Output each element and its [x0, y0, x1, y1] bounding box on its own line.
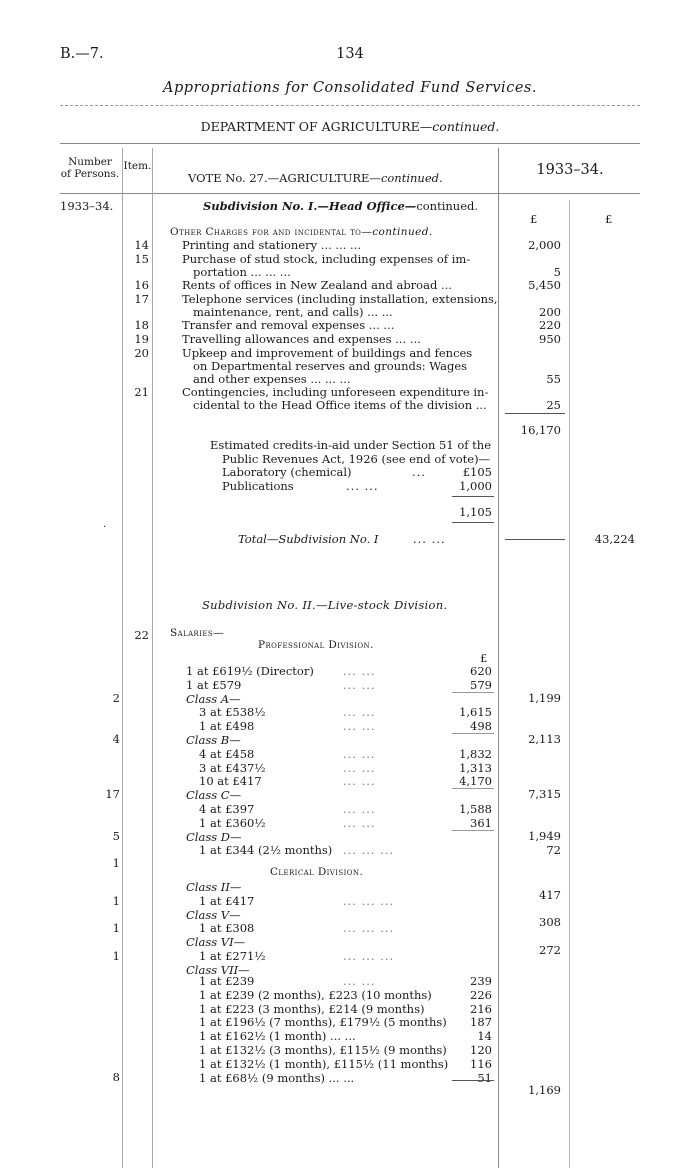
- persons-count: 17: [105, 787, 120, 802]
- rule-before-credits-total: [452, 496, 494, 497]
- salary-amount: 1,615: [459, 705, 492, 720]
- salary-line: Class D—: [186, 829, 242, 844]
- clerical-total: 272: [539, 943, 561, 957]
- clerical-line: 1 at £308: [199, 921, 255, 936]
- table-top-rule: [60, 143, 640, 144]
- document-reference: B.—7.: [60, 46, 104, 62]
- item-number: 20: [134, 346, 149, 360]
- item-description: Travelling allowances and expenses ... ...: [182, 332, 421, 346]
- salary-amount: 1,313: [459, 760, 492, 775]
- salary-dots: ... ...: [343, 746, 376, 761]
- class-7-line: 1 at £239 (2 months), £223 (10 months): [199, 987, 432, 1002]
- salary-dots: ... ...: [343, 760, 376, 775]
- salary-amount: 1,588: [459, 802, 492, 816]
- salary-dots: ... ...: [343, 677, 376, 692]
- salary-amount: 4,170: [459, 774, 492, 789]
- subdivision-2-title: Subdivision No. II.—Live-stock Division.: [202, 598, 448, 612]
- item-amount: 950: [539, 332, 561, 346]
- class-7-amount: 239: [470, 974, 492, 988]
- clerical-total: 417: [539, 887, 561, 902]
- salary-line: 1 at £360½: [199, 815, 266, 830]
- persons-count: 2: [112, 690, 120, 705]
- item-number: 19: [134, 332, 149, 346]
- clerical-dots: ... ... ...: [343, 893, 395, 908]
- class-7-rule: [452, 1080, 494, 1081]
- item-description: portation ... ... ...: [193, 265, 291, 280]
- salary-subtotal: 72: [546, 843, 561, 858]
- clerical-division-heading: Clerical Division.: [270, 866, 364, 878]
- credits-line-2: Public Revenues Act, 1926 (see end of vote)—: [222, 452, 491, 466]
- item-description: Rents of offices in New Zealand and abroad ...: [182, 278, 452, 292]
- department-title: DEPARTMENT OF AGRICULTURE—continued.: [200, 119, 500, 134]
- persons-year-label: 1933–34.: [60, 199, 114, 213]
- item-amount: 220: [539, 318, 561, 332]
- item-description: Printing and stationery ... ... ...: [182, 238, 361, 252]
- persons-count: 4: [112, 732, 120, 747]
- item-description: Upkeep and improvement of buildings and fences: [182, 346, 473, 360]
- total-column-rule: [569, 200, 570, 1168]
- rule-before-total-other: [505, 413, 565, 414]
- persons-count: 5: [112, 828, 120, 843]
- clerical-dots: ... ... ...: [343, 949, 395, 963]
- item-column-header: Item.: [123, 160, 152, 172]
- persons-column-rule: [122, 148, 123, 1168]
- class-7-total: 1,169: [528, 1083, 561, 1097]
- salary-line: 4 at £458: [199, 746, 255, 761]
- credit-label: Publications: [222, 479, 294, 493]
- item-amount: 25: [546, 398, 561, 413]
- salaries-heading: Salaries—: [170, 627, 224, 639]
- item-column-rule: [152, 148, 153, 1168]
- pound-sign-col1: £: [530, 212, 538, 226]
- credits-total: 1,105: [459, 505, 492, 519]
- class-7-line: 1 at £68½ (9 months) ... ...: [199, 1070, 355, 1085]
- header-rule: [60, 105, 640, 106]
- clerical-total: 308: [539, 915, 561, 930]
- class-7-amount: 14: [477, 1029, 492, 1044]
- salary-dots: ... ...: [343, 719, 376, 734]
- salary-dots: ... ...: [343, 815, 376, 830]
- clerical-line: 1 at £271½: [199, 949, 266, 963]
- total-dots: ... ...: [413, 532, 446, 546]
- salary-amount: 620: [470, 664, 492, 678]
- item-amount: 5,450: [528, 278, 561, 292]
- running-title: Appropriations for Consolidated Fund Services.: [163, 80, 537, 96]
- salary-line: Class B—: [186, 733, 241, 747]
- subtotal-rule: [452, 788, 494, 789]
- other-charges-heading: Other Charges for and incidental to—continued.: [170, 226, 433, 238]
- item-amount: 55: [546, 372, 561, 387]
- salary-subtotal: 1,949: [528, 828, 561, 843]
- item-number: 16: [134, 278, 149, 292]
- vote-heading: VOTE No. 27.—AGRICULTURE—continued.: [188, 171, 443, 185]
- item-number: 17: [134, 292, 149, 306]
- pound-sign-col2: £: [605, 212, 613, 226]
- credit-value: £105: [462, 465, 492, 479]
- salary-dots: ... ...: [343, 802, 376, 816]
- item-description: Transfer and removal expenses ... ...: [182, 318, 395, 332]
- salary-dots: ... ...: [343, 705, 376, 720]
- class-7-amount: 116: [470, 1056, 492, 1071]
- subtotal-rule: [452, 733, 494, 734]
- salary-line: 1 at £344 (2½ months): [199, 843, 333, 858]
- subtotal-rule: [452, 692, 494, 693]
- salary-line: 3 at £538½: [199, 705, 266, 720]
- item-description: and other expenses ... ... ...: [193, 372, 351, 387]
- class-7-amount: 226: [470, 987, 492, 1002]
- clerical-dots: ... ... ...: [343, 921, 395, 936]
- table-head-rule: [60, 193, 640, 194]
- item-description: cidental to the Head Office items of the division ...: [193, 398, 487, 413]
- class-7-line: 1 at £132½ (3 months), £115½ (9 months): [199, 1043, 447, 1057]
- salary-line: Class A—: [186, 691, 241, 706]
- persons-count: 1: [112, 949, 120, 963]
- amount-column-rule: [498, 148, 499, 1168]
- clerical-line: Class V—: [186, 907, 241, 922]
- salary-line: 1 at £579: [186, 677, 242, 692]
- salary-amount: 498: [470, 719, 492, 734]
- item-description: Purchase of stud stock, including expenses of im-: [182, 252, 471, 266]
- credit-value: 1,000: [459, 479, 492, 493]
- total-other-charges: 16,170: [520, 423, 561, 437]
- credits-line-1: Estimated credits-in-aid under Section 51 of the: [210, 438, 492, 452]
- persons-count: 1: [112, 856, 120, 871]
- class-7-amount: 216: [470, 1001, 492, 1016]
- item-number: 18: [134, 318, 149, 332]
- item-number: 14: [134, 238, 149, 252]
- salary-dots: ... ...: [343, 664, 376, 678]
- salary-line: 4 at £397: [199, 802, 255, 816]
- salary-subtotal: 7,315: [528, 787, 561, 802]
- salary-line: Class C—: [186, 788, 242, 803]
- clerical-line: 1 at £417: [199, 893, 255, 908]
- salary-dots: ... ...: [343, 774, 376, 789]
- salary-line: 1 at £498: [199, 719, 255, 734]
- class-7-dots: ... ...: [343, 974, 376, 988]
- total-subdivision-1-value: 43,224: [594, 532, 635, 546]
- salary-amount: 579: [470, 677, 492, 692]
- class-7-amount: 51: [477, 1070, 492, 1085]
- persons-column-header: Number of Persons.: [60, 156, 120, 180]
- class-7-line: 1 at £162½ (1 month) ... ...: [199, 1029, 356, 1044]
- page-number: 134: [336, 46, 364, 62]
- item-description: on Departmental reserves and grounds: Wages: [193, 359, 468, 374]
- pound-sign-sub2: £: [480, 651, 488, 665]
- salary-amount: 361: [470, 815, 492, 830]
- persons-count: 1: [112, 893, 120, 908]
- class-7-line: 1 at £132½ (1 month), £115½ (11 months): [199, 1056, 449, 1071]
- salary-amount: 1,832: [459, 746, 492, 761]
- clerical-line: Class VI—: [186, 935, 246, 950]
- credit-dots: ... ...: [346, 479, 379, 493]
- item-description: maintenance, rent, and calls) ... ...: [193, 305, 393, 320]
- salary-line: 3 at £437½: [199, 760, 266, 775]
- rule-at-total: [505, 539, 565, 540]
- item-number-22: 22: [134, 628, 149, 642]
- persons-count: 1: [112, 921, 120, 936]
- clerical-line: Class VII—: [186, 962, 250, 977]
- item-amount: 200: [539, 305, 561, 320]
- class-7-amount: 187: [470, 1015, 492, 1030]
- professional-division-heading: Professional Division.: [258, 639, 374, 651]
- item-amount: 2,000: [528, 238, 561, 252]
- credit-dots: ...: [412, 465, 426, 479]
- salary-subtotal: 1,199: [528, 690, 561, 705]
- year-column-header: 1933–34.: [536, 162, 604, 178]
- total-subdivision-1-label: Total—Subdivision No. I: [238, 532, 379, 546]
- credit-label: Laboratory (chemical): [222, 465, 352, 479]
- class-7-amount: 120: [470, 1043, 492, 1057]
- subtotal-rule: [452, 830, 494, 831]
- class-7-persons: 8: [112, 1070, 120, 1084]
- item-description: Contingencies, including unforeseen expenditure in-: [182, 385, 489, 399]
- item-number: 15: [134, 252, 149, 266]
- rule-after-credits-total: [452, 522, 494, 523]
- salary-dots: ... ... ...: [343, 843, 395, 858]
- class-7-line: 1 at £223 (3 months), £214 (9 months): [199, 1001, 425, 1016]
- clerical-line: Class II—: [186, 880, 242, 894]
- item-number: 21: [134, 385, 149, 399]
- salary-line: 1 at £619½ (Director): [186, 664, 314, 678]
- class-7-line: 1 at £196½ (7 months), £179½ (5 months): [199, 1015, 447, 1030]
- subdivision-1-title: Subdivision No. I.—Head Office—continued.: [203, 199, 479, 213]
- item-description: Telephone services (including installation, extensions,: [182, 292, 498, 306]
- item-amount: 5: [553, 265, 561, 280]
- margin-dot-glyph: ·: [103, 522, 107, 533]
- salary-subtotal: 2,113: [528, 732, 561, 747]
- salary-line: 10 at £417: [199, 774, 262, 789]
- class-7-line: 1 at £239: [199, 974, 255, 988]
